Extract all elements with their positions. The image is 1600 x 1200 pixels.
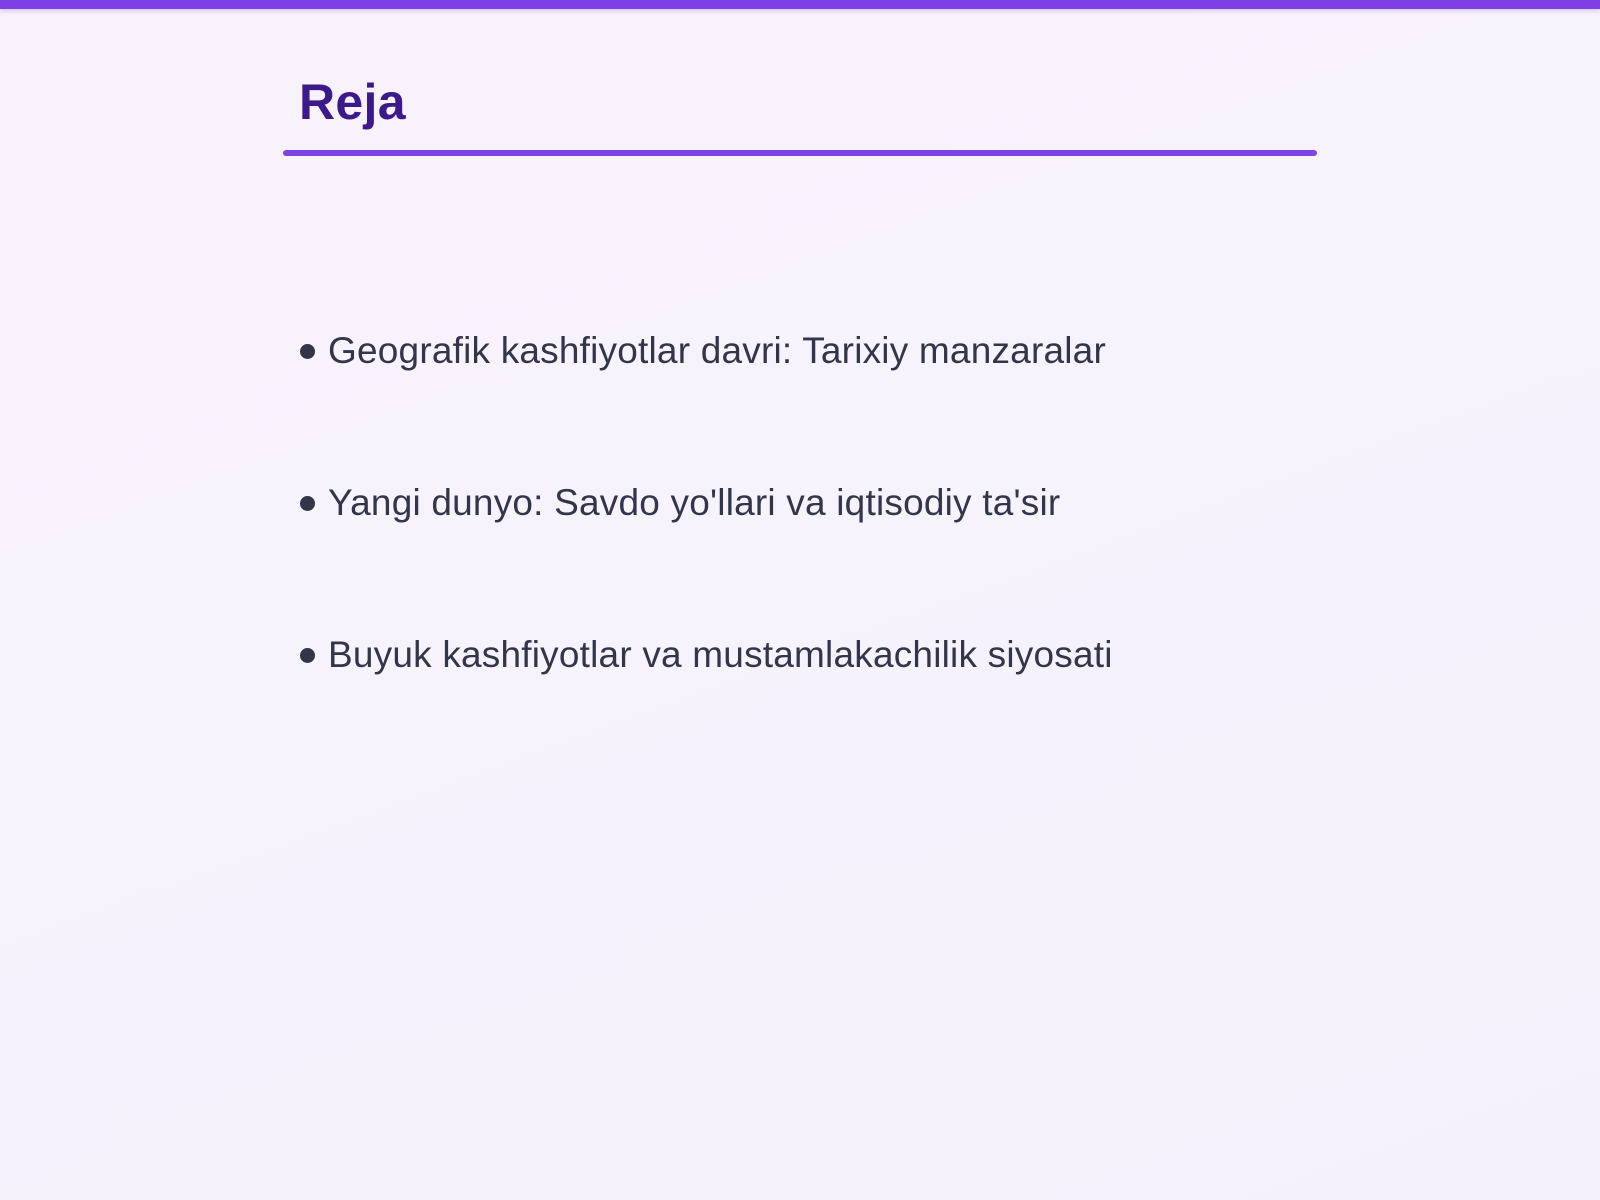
list-item-text: Geografik kashfiyotlar davri: Tarixiy manzaralar xyxy=(328,330,1106,371)
list-item xyxy=(300,579,1113,731)
bullet-icon xyxy=(300,344,315,359)
slide-title: Reja xyxy=(299,74,406,130)
bullet-list xyxy=(300,275,1113,731)
list-item-text: Yangi dunyo: Savdo yo'llari va iqtisodiy ta'sir xyxy=(328,482,1061,523)
slide-content xyxy=(283,60,1317,675)
bullet-icon xyxy=(300,496,315,511)
list-item-text: Buyuk kashfiyotlar va mustamlakachilik siyosati xyxy=(328,634,1113,675)
title-underline xyxy=(283,150,1317,156)
bullet-icon xyxy=(300,648,315,663)
list-item xyxy=(300,275,1113,427)
list-item xyxy=(300,427,1113,579)
top-accent-bar xyxy=(0,0,1600,9)
